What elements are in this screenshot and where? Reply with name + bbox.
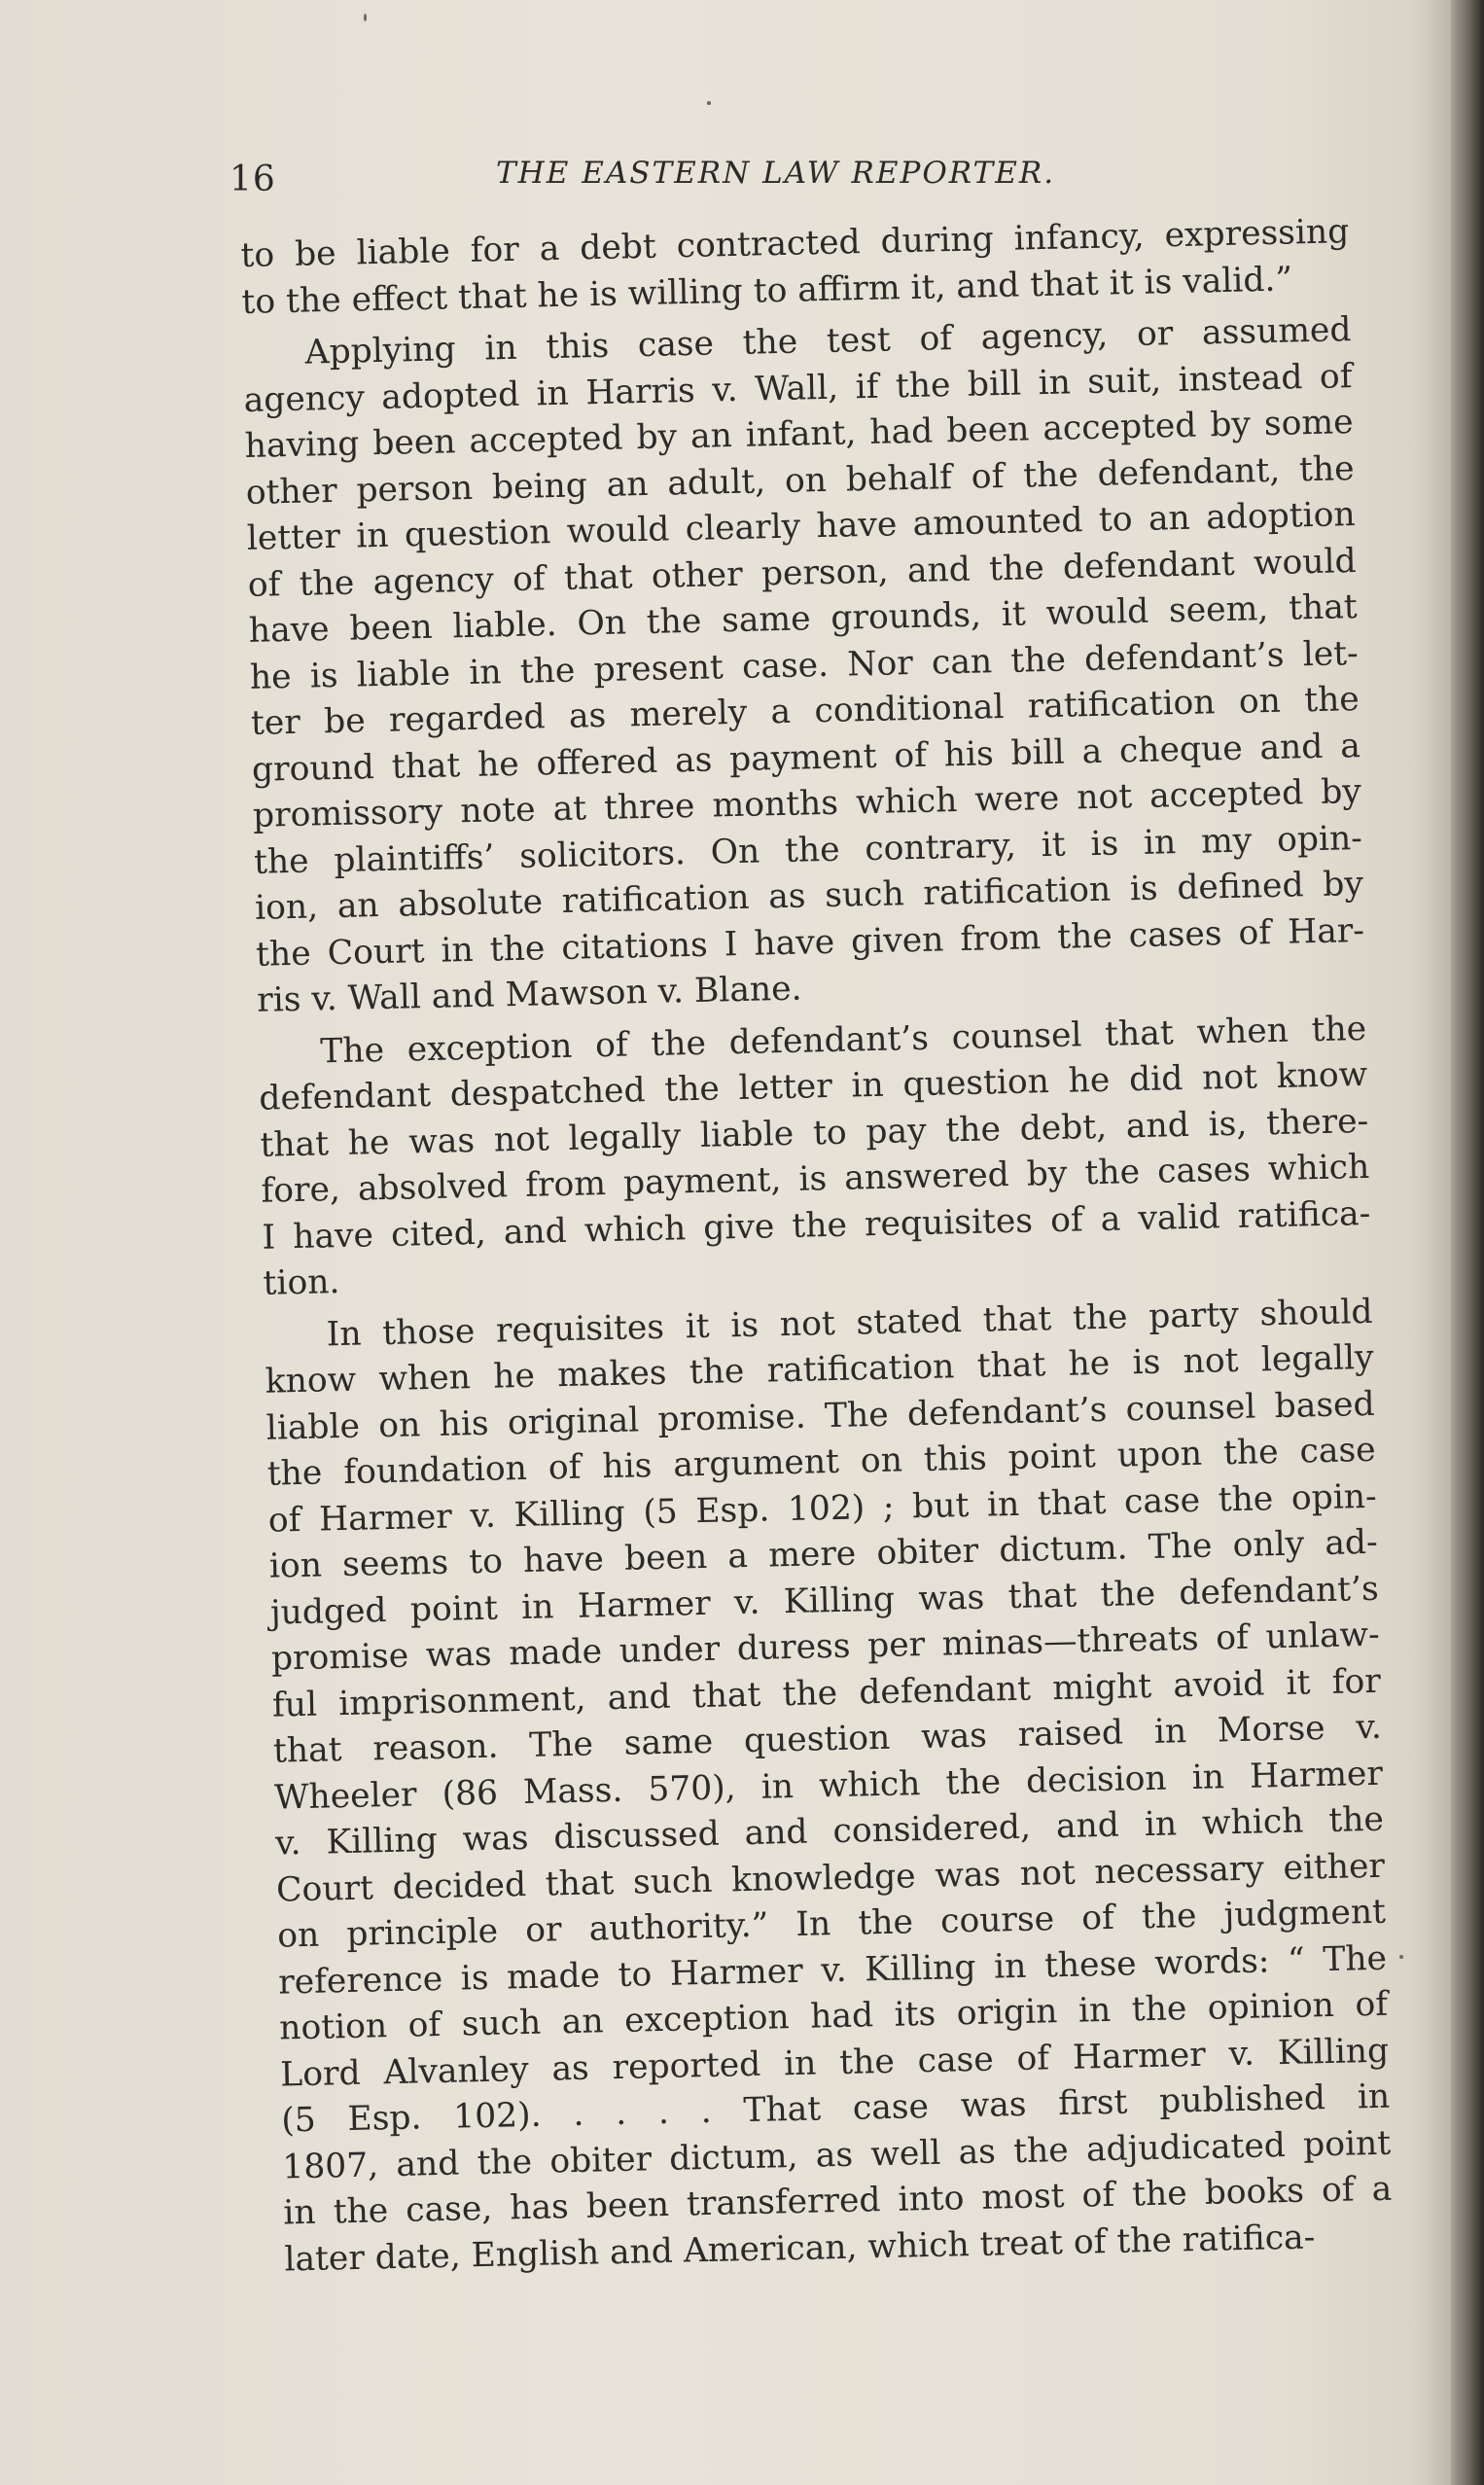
text-line: v. Killing was discussed and considered, and in which the xyxy=(274,1799,1385,1864)
text-line: defendant despatched the letter in question he did not know xyxy=(258,1054,1368,1118)
text-line: in the case, has been transferred into most of the books of a xyxy=(282,2169,1393,2233)
text-line: The exception of the defendant’s counsel that when the xyxy=(319,1009,1367,1071)
text-line: ion seems to have been a mere obiter dictum. The only ad- xyxy=(268,1522,1379,1586)
text-line: having been accepted by an infant, had been accepted by some xyxy=(244,403,1354,466)
paragraph xyxy=(240,209,1351,326)
page-gutter-shadow xyxy=(1412,0,1451,2485)
text-line: to be liable for a debt contracted during infancy, expressing xyxy=(240,212,1350,275)
text-line: ris v. Wall and Mawson v. Blane. xyxy=(256,969,802,1020)
running-title: THE EASTERN LAW REPORTER. xyxy=(496,156,1056,191)
text-line: later date, English and American, which treat of the ratifica- xyxy=(284,2217,1316,2279)
body-text xyxy=(240,209,1394,2289)
text-line: 1807, and the obiter dictum, as well as the adjudicated point xyxy=(281,2123,1392,2187)
text-line: the plaintiffs’ solicitors. On the contrary, it is in my opin- xyxy=(253,818,1363,882)
paper-speck xyxy=(364,14,367,21)
text-line: ion, an absolute ratification as such ratification is defined by xyxy=(254,864,1364,928)
text-line: Court decided that such knowledge was not necessary either xyxy=(275,1846,1386,1910)
text-line: In those requisites it is not stated that the party should xyxy=(326,1292,1373,1354)
paragraph xyxy=(264,1289,1393,2283)
text-line: reference is made to Harmer v. Killing in these words: “ The xyxy=(277,1938,1388,2003)
text-line: promissory note at three months which were not accepted by xyxy=(252,771,1362,835)
text-line: tion. xyxy=(263,1262,340,1303)
text-line: of the agency of that other person, and the defendant would xyxy=(247,541,1358,605)
text-line: ter be regarded as merely a conditional ratification on the xyxy=(250,680,1360,743)
book-spine-edge xyxy=(1451,0,1484,2485)
text-line: the foundation of his argument on this point upon the case xyxy=(266,1430,1377,1494)
paragraph xyxy=(258,1006,1372,1307)
text-line: that reason. The same question was raised in Morse v. xyxy=(272,1707,1383,1771)
text-line: I have cited, and which give the requisites of a valid ratifica- xyxy=(262,1193,1371,1258)
text-line: ground that he offered as payment of his bill a cheque and a xyxy=(251,726,1361,790)
paper-speck xyxy=(707,101,711,105)
text-line: the Court in the citations I have given from the cases of Har- xyxy=(255,910,1365,975)
text-line: promise was made under duress per minas—threats of unlaw- xyxy=(270,1615,1381,1679)
text-line: notion of such an exception had its origin in the opinion of xyxy=(278,1984,1389,2048)
text-line: Lord Alvanley as reported in the case of Harmer v. Killing xyxy=(279,2031,1390,2095)
text-line: have been liable. On the same grounds, it would seem, that xyxy=(248,587,1359,651)
text-line: know when he makes the ratification that he is not legally xyxy=(265,1337,1374,1402)
text-line: to the effect that he is willing to affirm it, and that it is valid.” xyxy=(241,259,1293,322)
text-line: he is liable in the present case. Nor can the defendant’s let- xyxy=(249,633,1360,697)
text-line: Wheeler (86 Mass. 570), in which the decision in Harmer xyxy=(273,1754,1384,1818)
text-line: on principle or authority.” In the course of the judgment xyxy=(276,1892,1387,1956)
paragraph xyxy=(242,307,1365,1024)
page-header xyxy=(230,156,1358,210)
text-line: Applying in this case the test of agency, or assumed xyxy=(304,310,1352,373)
text-line: judged point in Harmer v. Killing was that the defendant’s xyxy=(269,1569,1380,1633)
text-line: fore, absolved from payment, is answered by the cases which xyxy=(261,1147,1370,1211)
text-line: (5 Esp. 102). . . . . That case was first published in xyxy=(280,2077,1391,2141)
text-line: liable on his original promise. The defendant’s counsel based xyxy=(265,1384,1375,1448)
text-line: of Harmer v. Killing (5 Esp. 102) ; but in that case the opin- xyxy=(267,1476,1378,1541)
text-line: letter in question would clearly have amounted to an adoption xyxy=(246,495,1357,558)
paper-speck xyxy=(1399,1955,1403,1959)
page-number: 16 xyxy=(230,160,276,199)
text-line: that he was not legally liable to pay the debt, and is, there- xyxy=(260,1101,1369,1165)
text-line: agency adopted in Harris v. Wall, if the bill in suit, instead of xyxy=(243,356,1353,420)
text-line: other person being an adult, on behalf of the defendant, the xyxy=(245,448,1355,513)
text-line: ful imprisonment, and that the defendant might avoid it for xyxy=(271,1661,1382,1725)
